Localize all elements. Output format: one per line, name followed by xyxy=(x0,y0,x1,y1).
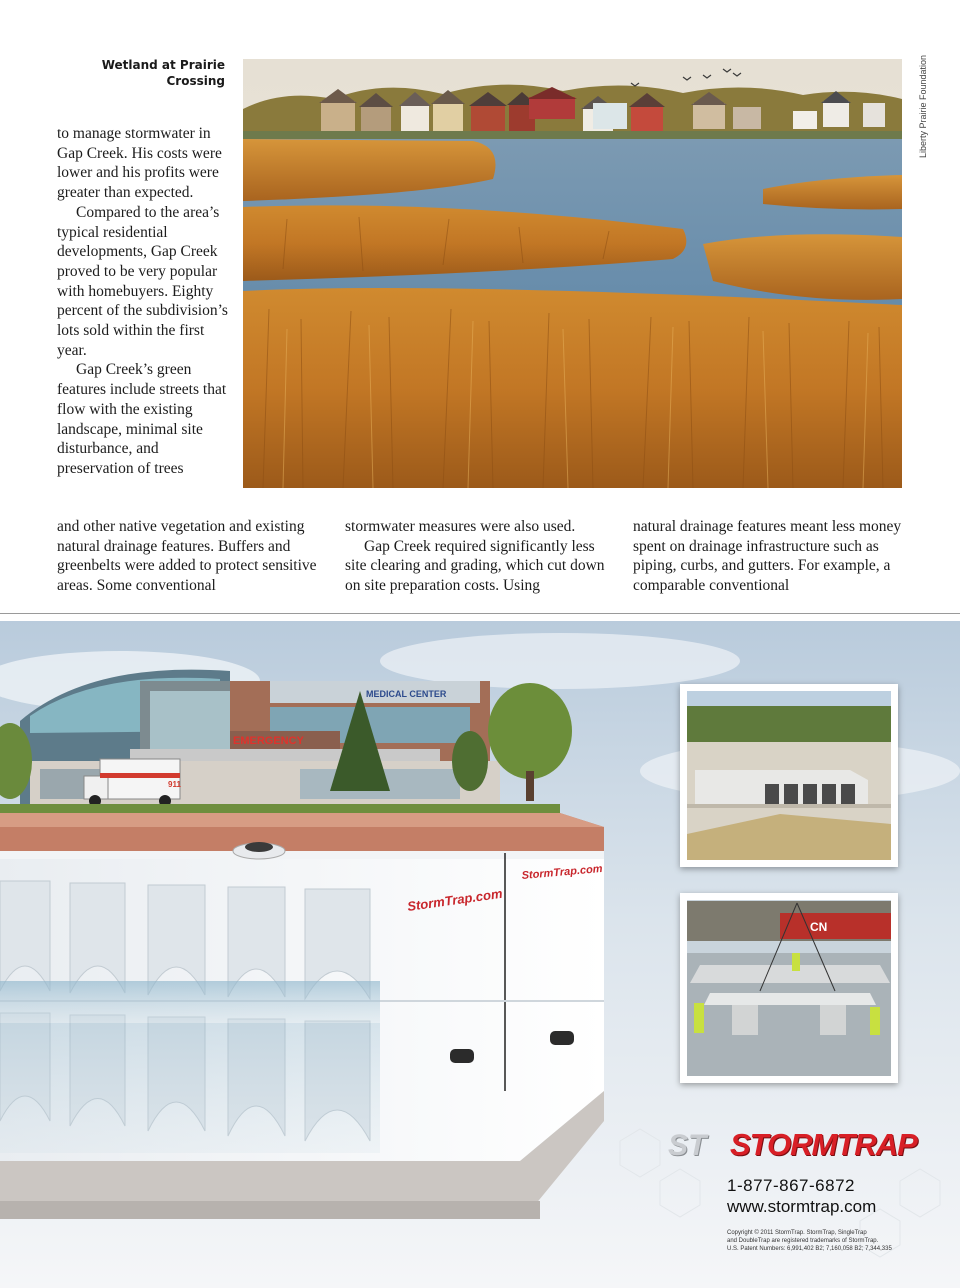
article-column-narrow xyxy=(57,124,237,479)
photo-crane-lift xyxy=(680,893,898,1083)
paragraph: stormwater measures were also used. xyxy=(345,518,576,535)
stormtrap-advertisement xyxy=(0,621,960,1288)
photo-credit: Liberty Prairie Foundation xyxy=(918,54,928,158)
paragraph: natural drainage features meant less money spent on drainage infrastructure such as piping, curbs, and gutters. For example, a comparable conventional xyxy=(633,518,902,595)
wetland-photo xyxy=(243,59,902,488)
article-column-2 xyxy=(345,517,617,596)
medical-center-sign: MEDICAL CENTER xyxy=(366,689,447,699)
train-cn-mark: CN xyxy=(810,920,828,934)
logo-wordmark: STORMTRAP xyxy=(730,1127,917,1162)
installation-site-illustration xyxy=(680,684,898,867)
paragraph: Gap Creek required significantly less site clearing and grading, which cut down on site preparation costs. Using xyxy=(345,537,605,595)
wetland-illustration xyxy=(243,59,902,488)
article-column-3 xyxy=(633,517,905,596)
section-divider xyxy=(0,613,960,614)
copyright-line: and DoubleTrap are registered trademarks of StormTrap. xyxy=(727,1238,879,1244)
logo-mark: ST xyxy=(668,1129,707,1162)
emergency-sign: EMERGENCY xyxy=(233,735,304,747)
photo-installation-site xyxy=(680,684,898,867)
copyright-notice xyxy=(727,1229,927,1253)
website-url: www.stormtrap.com xyxy=(727,1197,877,1216)
paragraph: Gap Creek’s green features include streets that flow with the existing landscape, minimal site disturbance, and preservation of trees xyxy=(57,361,227,477)
copyright-line: Copyright © 2011 StormTrap. StormTrap, SingleTrap xyxy=(727,1230,867,1236)
article-column-1 xyxy=(57,517,329,596)
paragraph: and other native vegetation and existing natural drainage features. Buffers and greenbelts were added to protect sensitive areas. Some conventional xyxy=(57,518,317,595)
module-brand-label: StormTrap.com xyxy=(406,885,504,914)
photo-caption: Wetland at Prairie Crossing xyxy=(101,58,225,88)
paragraph: to manage stormwater in Gap Creek. His costs were lower and his profits were greater than expected. xyxy=(57,125,222,202)
phone-number: 1-877-867-6872 xyxy=(727,1176,855,1195)
stormtrap-logo xyxy=(668,1123,928,1173)
module-brand-label-side: StormTrap.com xyxy=(521,862,604,882)
crane-lift-illustration xyxy=(680,893,898,1083)
paragraph: Compared to the area’s typical residential developments, Gap Creek proved to be very popular with homebuyers. Eighty percent of the subdivision’s lots sold within the first year. xyxy=(57,203,228,359)
ambulance-911-label: 911 xyxy=(168,780,181,789)
copyright-line: U.S. Patent Numbers: 6,991,402 B2; 7,160,058 B2; 7,344,335 xyxy=(727,1246,892,1252)
